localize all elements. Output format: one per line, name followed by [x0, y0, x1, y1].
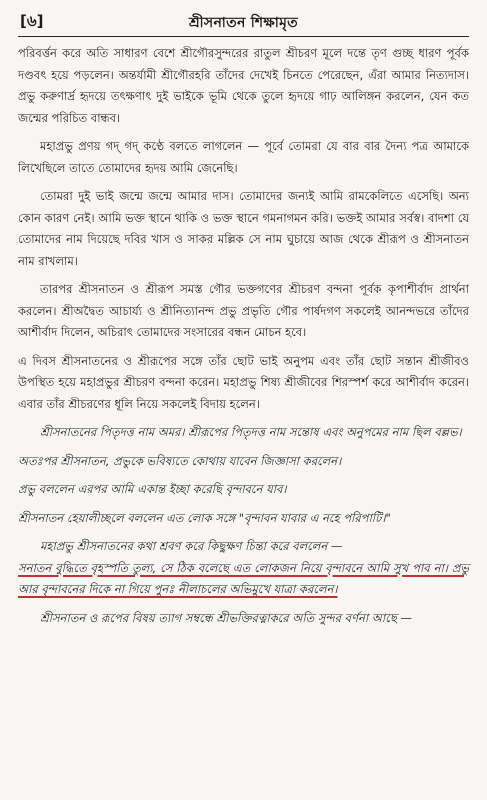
paragraph-9: শ্রীসনাতন হেয়ালীচ্ছলে বললেন এত লোক সঙ্গে "বৃন্দাবন যাবার এ নহে পরিপাটি।"	[18, 510, 391, 525]
paragraph-10: মহাপ্রভু শ্রীসনাতনের কথা শ্রবণ করে কিছুক্ষণ চিন্তা করে বললেন —	[40, 539, 343, 553]
paragraph-5: এ দিবস শ্রীসনাতনের ও শ্রীরূপের সঙ্গে তাঁর ছোট ভাই অনুপম এবং তাঁর ছোট সন্তান শ্রীজীবও উপস্থিত হয়ে মহাপ্রভুর শ্রীচরণ বন্দনা করেন। মহাপ্রভু শিষ্য শ্রীজীবের শিরস্পর্শ করে আশীর্বাদ করেন। এবার তাঁর শ্রীচরণের ধূলি নিয়ে সকলেই বিদায় হলেন।	[18, 353, 469, 411]
paragraph-6: শ্রীসনাতনের পিতৃদত্ত নাম অমর। শ্রীরূপের পিতৃদত্ত নাম সন্তোষ এবং অনুপমের নাম ছিল বল্লভ।	[40, 425, 462, 439]
paragraph-8: প্রভু বললেন এরপর আমি একান্ত ইচ্ছা করেছি বৃন্দাবনে যাব।	[18, 482, 287, 496]
page-number: [৬]	[20, 12, 44, 30]
running-title: শ্রীসনাতন শিক্ষামৃত	[189, 15, 298, 31]
page-header	[18, 8, 469, 37]
paragraph-2: মহাপ্রভু প্রণয় গদ্ গদ্ কণ্ঠে বলতে লাগলেন — পূর্বে তোমরা যে বার বার দৈন্য পত্র আমাকে লিখেছিলে তাতে তোমাদের হৃদয় আমি জেনেছি।	[18, 139, 469, 175]
paragraph-12: শ্রীসনাতন ও রূপের বিষয় ত্যাগ সম্বন্ধে শ্রীভক্তিরত্নাকরে অতি সুন্দর বর্ণনা আছে —	[40, 610, 412, 625]
paragraph-3: তোমরা দুই ভাই জন্মে জন্মে আমার দাস। তোমাদের জন্যই আমি রামকেলিতে এসেছি। অন্য কোন কারণ নেই। আমি ভক্ত স্থানে থাকি ও ভক্ত স্থানে গমনাগমন করি। ভক্তই আমার সর্বস্ব। বাদশা যে তোমাদের নাম দিয়েছে দবির খাস ও সাকর মল্লিক সে নাম ঘুচায়ে আজ থেকে শ্রীরূপ ও শ্রীসনাতন নাম রাখলাম।	[18, 189, 469, 268]
paragraph-11-highlighted: সনাতন বুদ্ধিতে বৃহস্পতি তুল্য, সে ঠিক বলেছে এত লোকজন নিয়ে বৃন্দাবনে আমি সুখ পাব না। প্রভু আর বৃন্দাবনের দিকে না গিয়ে পুনঃ নীলাচলের অভিমুখে যাত্রা করলেন।	[18, 560, 469, 596]
page-body	[18, 43, 469, 629]
paragraph-7: অতঃপর শ্রীসনাতন, প্রভুকে ভবিষ্যতে কোথায় যাবেন জিজ্ঞাসা করলেন।	[18, 453, 342, 468]
paragraph-1: পরিবর্ত্তন করে অতি সাধারণ বেশে শ্রীগৌরসুন্দরের রাতুল শ্রীচরণ মূলে দন্তে তৃণ গুচ্ছ ধারণ পূর্বক দণ্ডবৎ হয়ে পড়লেন। অন্তর্যামী শ্রীগৌরহরি তাঁদের দেখেই চিনতে পেরেছেন, এঁরা আমার নিত্যদাস। প্রভু করুণার্দ্র হৃদয়ে তৎক্ষণাৎ দুই ভাইকে ভূমি থেকে তুলে হৃদয়ে গাঢ় আলিঙ্গন করলেন, যেন কত জন্মের পরিচিত বান্ধব।	[18, 46, 469, 125]
paragraph-4: তারপর শ্রীসনাতন ও শ্রীরূপ সমস্ত গৌর ভক্তগণের শ্রীচরণ বন্দনা পূর্বক কৃপাশীর্বাদ প্রার্থনা করলেন। শ্রীঅদ্বৈত আচার্য্য ও শ্রীনিত্যানন্দ প্রভু প্রভৃতি গৌর পার্ষদগণ সকলেই আনন্দভরে তাঁদের আশীর্বাদ দিলেন, অচিরাৎ তোমাদের সংসারের বন্ধন মোচন হবে।	[18, 282, 469, 339]
